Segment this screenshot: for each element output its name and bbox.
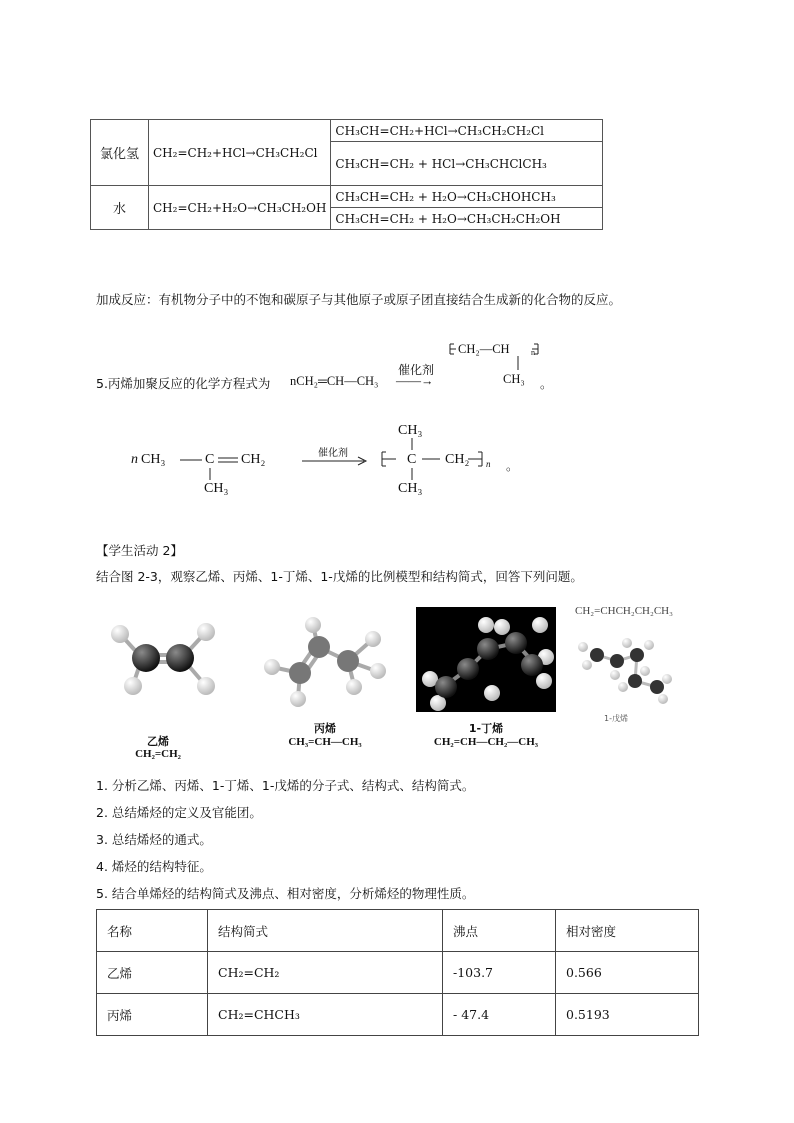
- product-chain: CH₂—CH: [458, 342, 510, 356]
- table-cell: 0.5193: [556, 994, 699, 1036]
- ethene-reaction: CH₂=CH₂+H₂O→CH₃CH₂OH: [149, 186, 331, 230]
- butene-ball-model: [416, 607, 556, 712]
- product-branch: CH₃: [503, 372, 525, 386]
- polyisobutene-bonds: [376, 420, 496, 502]
- table-cell: CH₂=CHCH₃: [208, 994, 443, 1036]
- table-row: [91, 186, 603, 208]
- question-item: 4. 烯烃的结构特征。: [96, 859, 212, 874]
- molecule-name: 丙烯: [314, 722, 336, 735]
- table-cell: -103.7: [443, 952, 556, 994]
- propene-reaction: CH₃CH=CH₂+HCl→CH₃CH₂CH₂Cl: [331, 120, 603, 142]
- product-n: n: [531, 348, 535, 357]
- table-row: [97, 952, 699, 994]
- table-header-row: [97, 910, 699, 952]
- molecule-formula: CH₂=CH—CH₂—CH₃: [433, 736, 539, 748]
- molecule-name: 乙烯: [147, 735, 169, 748]
- reagent-name: 氯化氢: [91, 120, 149, 186]
- end-mark: 。: [506, 458, 519, 473]
- question-item: 5. 结合单烯烃的结构简式及沸点、相对密度，分析烯烃的物理性质。: [96, 886, 475, 901]
- reagent-name: 水: [91, 186, 149, 230]
- molecule-formula: CH₂=CHCH₂CH₂CH₃: [575, 605, 673, 617]
- molecule-name: 1-丁烯: [468, 722, 504, 735]
- activity-intro: 结合图 2-3，观察乙烯、丙烯、1-丁烯、1-戊烯的比例模型和结构简式，回答下列问题。: [96, 569, 583, 584]
- molecule-formula: CH₃=CH—CH₃: [288, 736, 362, 748]
- polymerization-reactant: nCH₂═CH—CH₃: [290, 374, 379, 388]
- reactant-c: C: [205, 452, 215, 467]
- column-header: 沸点: [443, 910, 556, 952]
- pentene-ball-model: [575, 625, 695, 715]
- activity-heading: 【学生活动 2】: [96, 543, 183, 558]
- question-item: 1. 分析乙烯、丙烯、1-丁烯、1-戊烯的分子式、结构式、结构简式。: [96, 778, 475, 793]
- propene-ball-model: [258, 603, 393, 718]
- column-header: 名称: [97, 910, 208, 952]
- column-header: 相对密度: [556, 910, 699, 952]
- molecule-name: 1-戊烯: [604, 714, 628, 723]
- reaction-arrow: ——→: [396, 374, 434, 388]
- propene-reaction: CH₃CH=CH₂ + H₂O→CH₃CHOHCH₃: [331, 186, 603, 208]
- product-n: n: [486, 459, 491, 469]
- end-mark: 。: [540, 376, 553, 391]
- catalyst-label: 催化剂: [318, 448, 348, 459]
- table-cell: CH₂=CH₂: [208, 952, 443, 994]
- alkene-property-table: [96, 909, 699, 1036]
- reactant-ch2: CH₂: [241, 452, 266, 467]
- coefficient-n: n: [131, 452, 138, 467]
- column-header: 结构简式: [208, 910, 443, 952]
- product-ch3-bottom: CH₃: [398, 481, 423, 496]
- reactant-ch3: CH₃: [141, 452, 166, 467]
- product-c: C: [407, 452, 417, 467]
- table-cell: 丙烯: [97, 994, 208, 1036]
- propene-reaction: CH₃CH=CH₂ + HCl→CH₃CHClCH₃: [331, 142, 603, 186]
- table-row: [97, 994, 699, 1036]
- product-ch2: CH₂: [445, 452, 470, 467]
- ethene-ball-model: [98, 610, 228, 725]
- isobutene-bonds: [176, 448, 296, 488]
- propene-reaction: CH₃CH=CH₂ + H₂O→CH₃CH₂CH₂OH: [331, 208, 603, 230]
- table-cell: 乙烯: [97, 952, 208, 994]
- reactant-ch3-below: CH₃: [204, 481, 229, 496]
- question-item: 2. 总结烯烃的定义及官能团。: [96, 805, 262, 820]
- molecule-formula: CH₂=CH₂: [135, 748, 181, 760]
- reaction-arrow: [300, 455, 370, 467]
- catalyst-label: 催化剂: [398, 363, 435, 377]
- product-ch3-top: CH₃: [398, 423, 423, 438]
- table-cell: 0.566: [556, 952, 699, 994]
- addition-definition: 加成反应：有机物分子中的不饱和碳原子与其他原子或原子团直接结合生成新的化合物的反应。: [96, 292, 622, 307]
- polymerization-lead: 5.丙烯加聚反应的化学方程式为: [96, 376, 271, 391]
- table-row: [91, 120, 603, 142]
- ethene-reaction: CH₂=CH₂+HCl→CH₃CH₂Cl: [149, 120, 331, 186]
- question-item: 3. 总结烯烃的通式。: [96, 832, 212, 847]
- addition-reaction-table: [90, 119, 603, 230]
- table-cell: - 47.4: [443, 994, 556, 1036]
